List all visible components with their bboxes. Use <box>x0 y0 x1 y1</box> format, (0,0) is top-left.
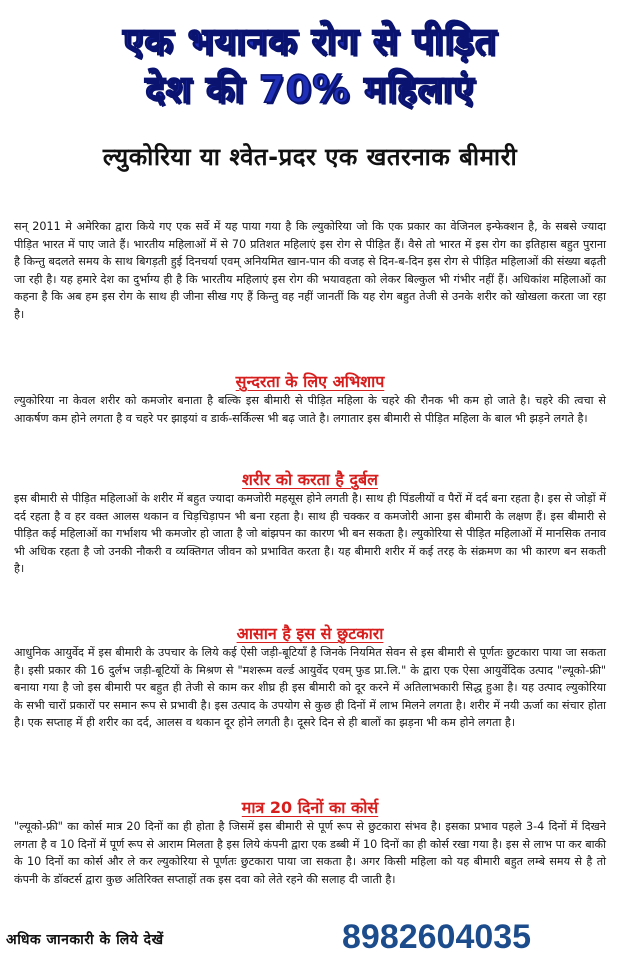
section-heading-relief: आसान है इस से छुटकारा <box>236 624 384 643</box>
section-heading-course: मात्र 20 दिनों का कोर्स <box>241 798 379 817</box>
section-body-relief: आधुनिक आयुर्वेद में इस बीमारी के उपचार के लिये कई ऐसी जड़ी-बूटियाँ है जिनके नियमित सेवन से इस बीमारी से पूर्णतः छुटकारा पाया जा सकता है। इसी प्रकार की 16 दुर्लभ जड़ी-बूटियों के मिश्रण से "मशरूम वर्ल्ड आयुर्वेद एवम् फुड प्रा.लि." के द्वारा एक ऐसा आयुर्वेदिक उत्पाद "ल्यूको-फ्री" बनाया गया है जो इस बीमारी पर बहुत ही तेजी से काम कर शीघ्र ही इस बीमारी को दूर करने में अतिलाभकारी सिद्ध हुआ है। यह उत्पाद ल्युकोरिया के सभी चारों प्रकारों पर समान रूप से प्रभावी है। इस उत्पाद के उपयोग से कुछ ही दिनों में लाभ मिलने लगता है। शरीर में नयी ऊर्जा का संचार होता है। एक सप्ताह में ही शरीर का दर्द, आलस व थकान दूर होने लगती है। दूसरे दिन से ही बालों का झड़ना भी कम होने लगता है। <box>14 646 606 730</box>
headline-line-1: एक भयानक रोग से पीड़ित <box>122 20 498 63</box>
intro-paragraph: सन् 2011 मे अमेरिका द्वारा किये गए एक सर्वे में यह पाया गया है कि ल्युकोरिया जो कि एक प्रकार का वेजिनल इन्फेक्शन है, के सबसे ज्यादा पीड़ित भारत में पाए जाते हैं। भारतीय महिलाओं में से 70 प्रतिशत महिलाएं इस रोग से पीड़ित हैं। वैसे तो भारत में इस रोग का इतिहास बहुत पुराना है किन्तु बदलते समय के साथ बिगड़ती हुई दिनचर्या एवम् अनियमित खान-पान की वजह से दिन-ब-दिन इस रोग से पीड़ित महिलाओं की संख्या बढ़ती जा रही है। यह हमारे देश का दुर्भाग्य ही है कि भारतीय महिलाएं इस रोग की भयावहता को लेकर बिल्कुल भी गंभीर नहीं हैं। अधिकांश महिलाओं का कहना है कि अब हम इस रोग के साथ ही जीना सीख गए हैं किन्तु वह नहीं जानतीं कि यह रोग बहुत तेजी से उनके शरीर को खोखला करता जा रहा है। <box>14 220 606 321</box>
section-body-course: "ल्यूको-फ्री" का कोर्स मात्र 20 दिनों का ही होता है जिसमें इस बीमारी से पूर्ण रूप से छुटकारा संभव है। इसका प्रभाव पहले 3-4 दिनों में दिखने लगता है व 10 दिनों में पूर्ण रूप से आराम मिलता है इस लिये कंपनी द्वारा एक डब्बी में 10 दिनों का ही कोर्स रखा गया है। इस से लाभ पा कर बाकी के 10 दिनों का कोर्स और ले कर ल्युकोरिया से पूर्णतः छुटकारा पाया जा सकता है। अगर किसी महिला को यह बीमारी बहुत लम्बे समय से है तो कंपनी के डॉक्टर्स द्वारा कुछ अतिरिक्त सप्ताहों तक इस दवा को लेते रहने की सलाह दी जाती है। <box>14 820 606 886</box>
section-body-weakness: इस बीमारी से पीड़ित महिलाओं के शरीर में बहुत ज्यादा कमजोरी महसूस होने लगती है। साथ ही पिंडलीयों व पैरों में दर्द बना रहता है। इस से जोड़ों में दर्द रहता है व हर वक्त आलस थकान व चिड़चिड़ापन भी बना रहता है। साथ ही चक्कर व कमजोरी आना इस बीमारी के लक्षण हैं। इस बीमारी से पीड़ित कई महिलाओं का गर्भाशय भी कमजोर हो जाता है जो बांझपन का कारण भी बन सकता है। ल्युकोरिया से पीड़ित महिलाओं में मानसिक तनाव भी अधिक रहता है जो उनकी नौकरी व व्यक्तिगत जीवन को प्रभावित करता है। यह बीमारी शरीर में कई तरह के संक्रमण का भी कारण बन सकती है। <box>14 492 606 576</box>
section-heading-weakness: शरीर को करता है दुर्बल <box>242 470 378 489</box>
headline <box>0 18 620 114</box>
section-body-beauty: ल्युकोरिया ना केवल शरीर को कमजोर बनाता है बल्कि इस बीमारी से पीड़ित महिला के चहरे की रौनक भी कम हो जाते है। चहरे की त्वचा से आकर्षण कम होने लगता है व चहरे पर झाइयां व डार्क-सर्किल्स भी बढ़ जाते है। लगातार इस बीमारी से पीड़ित महिला के बाल भी झड़ने लगते है। <box>14 394 606 425</box>
contact-phone[interactable]: 8982604035 <box>342 918 532 956</box>
headline-line-2: देश की 70% महिलाएं <box>145 68 475 111</box>
footer-label: अधिक जानकारी के लिये देखें <box>6 932 164 948</box>
section-heading-beauty: सुन्दरता के लिए अभिशाप <box>235 372 385 391</box>
subheadline: ल्युकोरिया या श्वेत-प्रदर एक खतरनाक बीमारी <box>102 143 518 171</box>
